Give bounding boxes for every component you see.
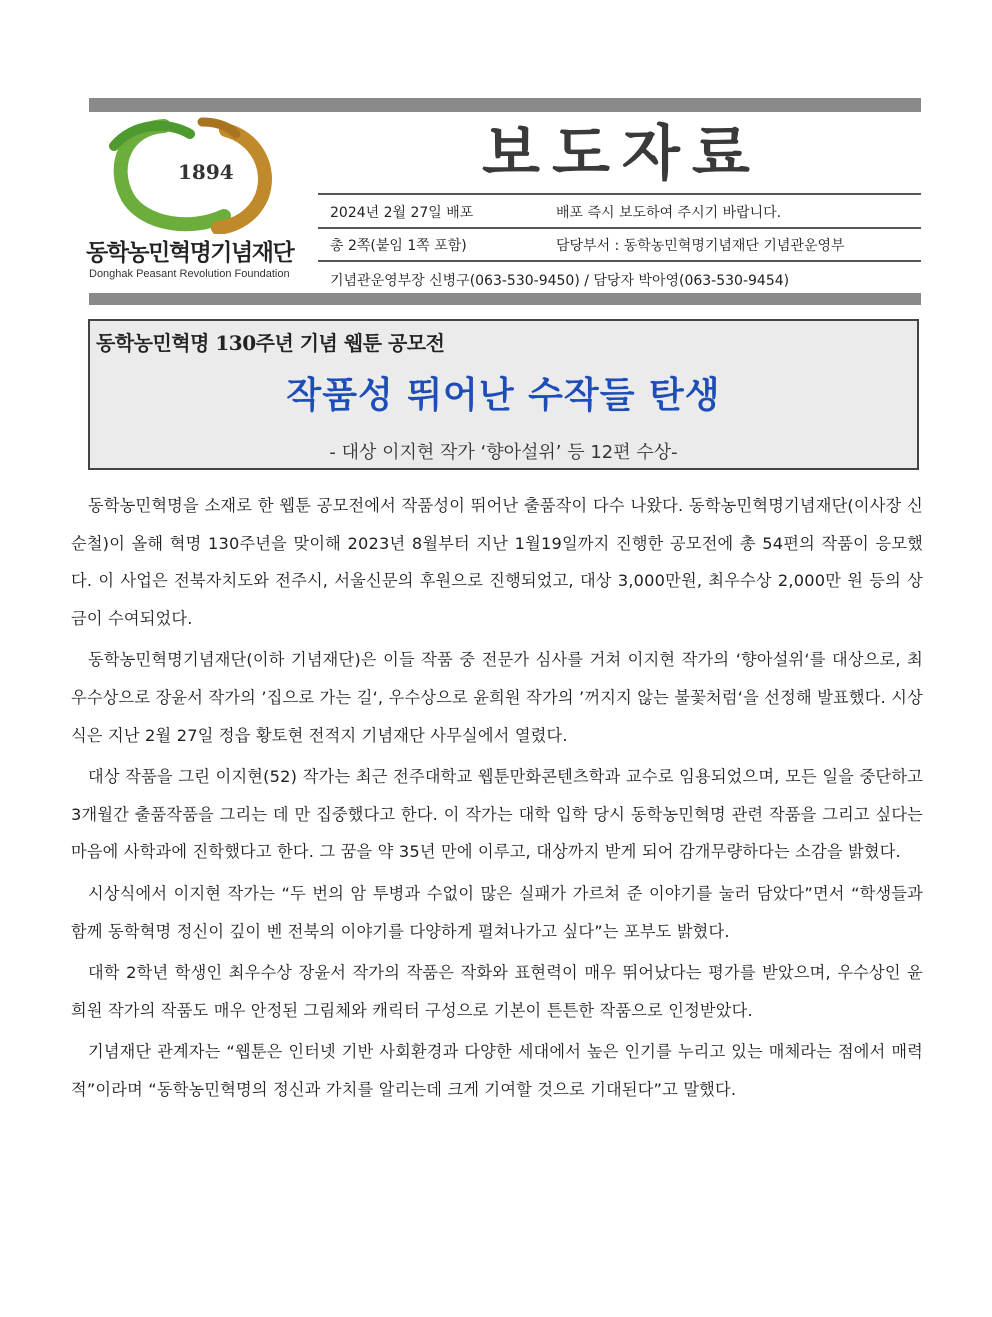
article-paragraph: 기념재단 관계자는 “웹툰은 인터넷 기반 사회환경과 다양한 세대에서 높은 인기를 누리고 있는 매체라는 점에서 매력적”이라며 “동학농민혁명의 정신과 가치를 알리는데 크게 기여할 것으로 기대된다”고 말했다. — [71, 1042, 923, 1099]
article-paragraph: 대상 작품을 그린 이지현(52) 작가는 최근 전주대학교 웹툰만화콘텐츠학과 교수로 임용되었으며, 모든 일을 중단하고 3개월간 출품작품을 그리는 데 만 집중했다고 한다. 이 작가는 대학 입학 당시 동학농민혁명 관련 작품을 그리고 싶다는 마음에 사학과에 진학했다고 한다. 그 꿈을 약 35년 만에 이루고, 대상까지 받게 되어 감개무량하다는 소감을 밝혔다. — [71, 767, 923, 862]
org-name-english: Donghak Peasant Revolution Foundation — [89, 268, 290, 280]
page-count: 총 2쪽(붙임 1쪽 포함) — [330, 238, 467, 254]
kicker: 동학농민혁명 130주년 기념 웹툰 공모전 — [96, 331, 445, 355]
release-note: 배포 즉시 보도하여 주시기 바랍니다. — [556, 205, 782, 221]
headline-box — [88, 319, 919, 470]
foundation-logo — [86, 116, 316, 286]
header-divider — [318, 260, 921, 262]
contact-info: 기념관운영부장 신병구(063-530-9450) / 담당자 박아영(063-530-9454) — [330, 273, 790, 289]
headline: 작품성 뛰어난 수작들 탄생 — [286, 375, 721, 416]
article-paragraph: 시상식에서 이지현 작가는 “두 번의 암 투병과 수없이 많은 실패가 가르쳐 준 이야기를 눌러 담았다”면서 “학생들과 함께 동학혁명 정신이 깊이 벤 전북의 이야기를 다양하게 펼쳐나가고 싶다”는 포부도 밝혔다. — [71, 883, 923, 941]
header-bottom-bar — [89, 293, 921, 305]
header-divider — [318, 227, 921, 229]
org-name-korean: 동학농민혁명기념재단 — [86, 240, 294, 266]
article-body — [71, 487, 923, 1113]
logo-year: 1894 — [178, 160, 234, 184]
release-date: 2024년 2월 27일 배포 — [330, 205, 474, 221]
subheadline: - 대상 이지현 작가 ‘향아설위’ 등 12편 수상- — [329, 442, 678, 463]
article-paragraph: 대학 2학년 학생인 최우수상 장윤서 작가의 작품은 작화와 표현력이 매우 뛰어났다는 평가를 받았으며, 우수상인 윤희원 작가의 작품도 매우 안정된 그림체와 캐릭터 구성으로 기본이 튼튼한 작품으로 인정받았다. — [71, 963, 923, 1020]
document-type-title: 보도자료 — [482, 119, 762, 189]
article-paragraph: 동학농민혁명기념재단(이하 기념재단)은 이들 작품 중 전문가 심사를 거쳐 이지현 작가의 ‘향아설위‘를 대상으로, 최우수상으로 장윤서 작가의 ’집으로 가는 길‘, 우수상으로 윤희원 작가의 ’꺼지지 않는 불꽃처럼‘을 선정해 발표했다. 시상식은 지난 2월 27일 정읍 황토현 전적지 기념재단 사무실에서 열렸다. — [71, 650, 923, 745]
header-divider — [318, 193, 921, 195]
department: 담당부서 : 동학농민혁명기념재단 기념관운영부 — [556, 238, 845, 254]
article-paragraph: 동학농민혁명을 소재로 한 웹툰 공모전에서 작품성이 뛰어난 출품작이 다수 나왔다. 동학농민혁명기념재단(이사장 신순철)이 올해 혁명 130주년을 맞이해 2023년 8월부터 지난 1월19일까지 진행한 공모전에 총 54편의 작품이 응모했다. 이 사업은 전북자치도와 전주시, 서울신문의 후원으로 진행되었고, 대상 3,000만원, 최우수상 2,000만 원 등의 상금이 수여되었다. — [71, 496, 923, 628]
